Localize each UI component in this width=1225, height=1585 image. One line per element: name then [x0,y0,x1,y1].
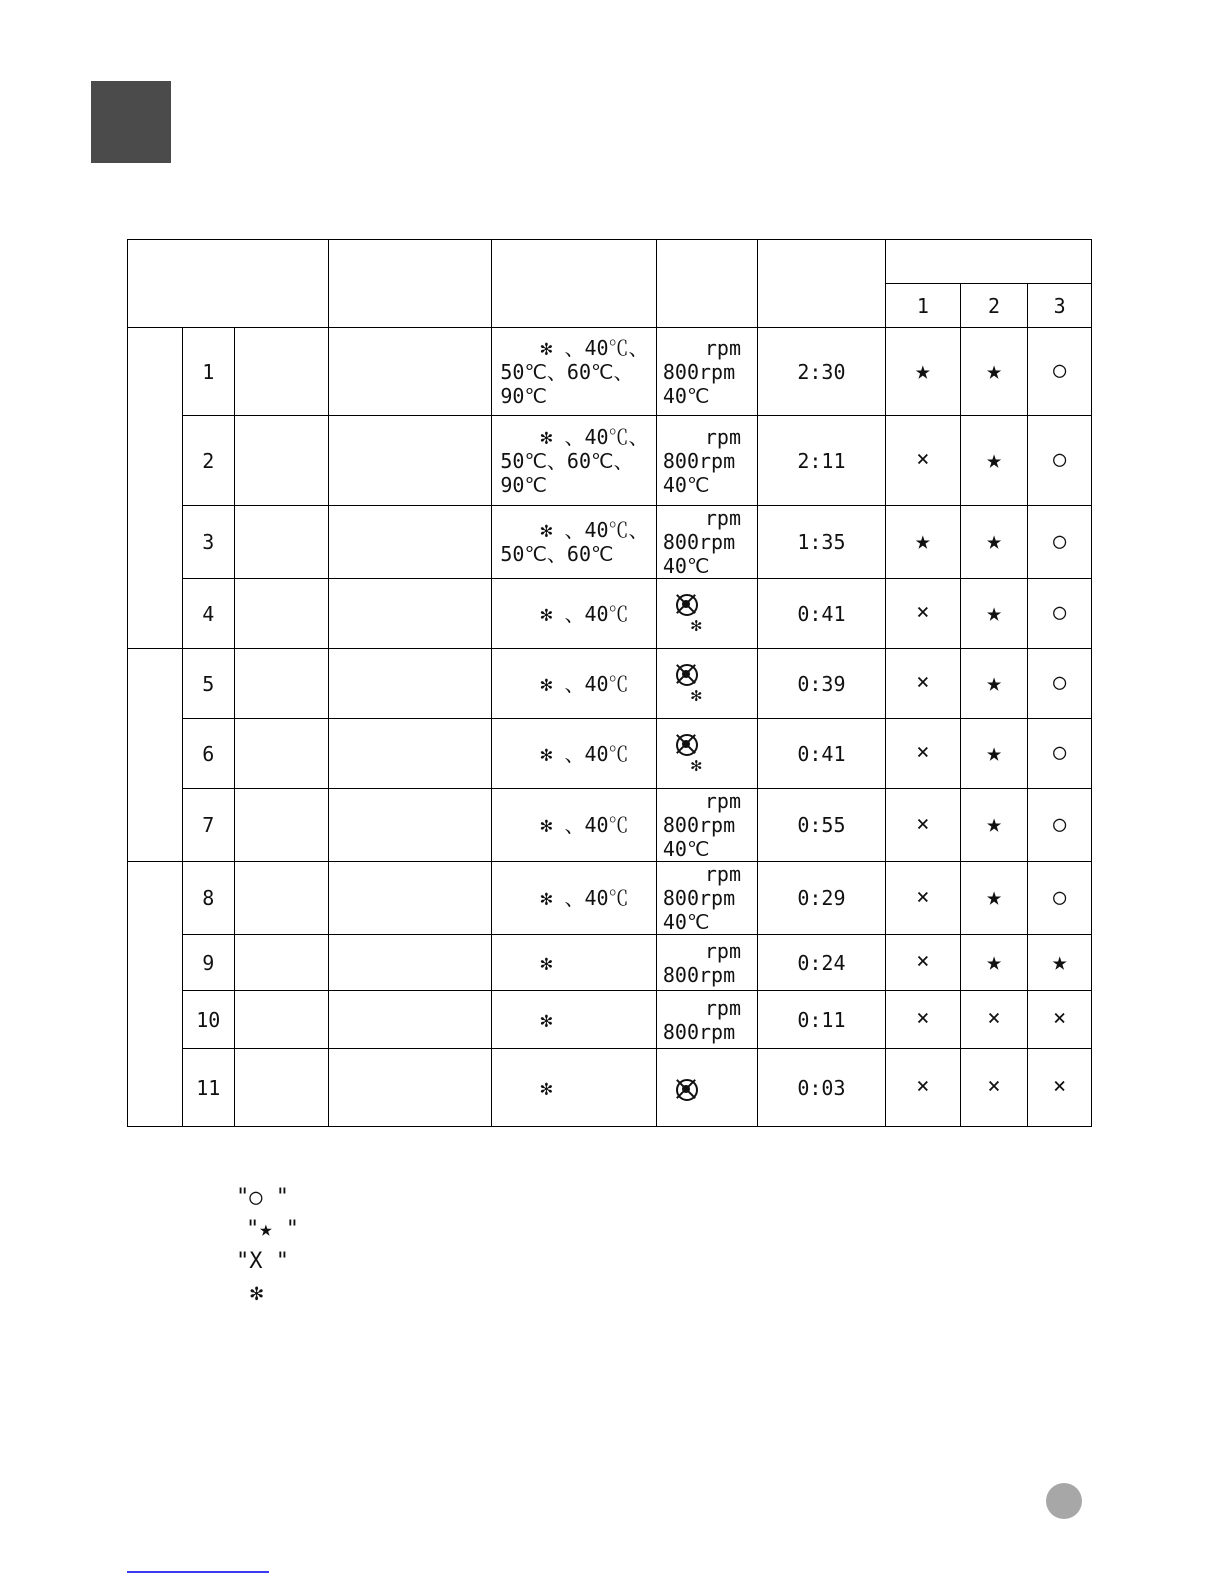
program-name [234,416,328,506]
spin-cell [656,416,757,506]
temp-line: 50℃、60℃、 [500,359,634,384]
time-cell: 1:35 [757,506,885,579]
table-row [128,579,1092,649]
program-number: 6 [182,719,234,789]
program-number: 4 [182,579,234,649]
cross-icon: × [1028,991,1092,1049]
star-icon: ★ [960,506,1028,579]
spin-cell [656,862,757,935]
program-load [328,328,492,416]
temp-line: 50℃、60℃ [500,542,614,566]
temp-line: 90℃ [500,383,547,408]
program-number: 10 [182,991,234,1049]
program-load [328,789,492,862]
program-load [328,649,492,719]
spin-temp: 40℃ [662,383,710,408]
program-name [234,719,328,789]
spin-speed: 800rpm [662,813,736,837]
spin-note: ✻ [690,754,702,776]
star-icon: ★ [886,506,961,579]
program-number: 3 [182,506,234,579]
temp-line: ✻ 、40℃ [540,741,629,766]
temp-line: ✻ 、40℃ [540,671,629,696]
spin-temp: 40℃ [662,472,710,497]
spin-speed: 800rpm [662,962,736,987]
spin-cell [656,579,757,649]
star-icon: ★ [960,416,1028,506]
temperature-cell [492,1049,657,1127]
header-subcol-1: 1 [886,284,961,328]
spin-speed: 800rpm [662,359,736,384]
circle-icon: ○ [1028,579,1092,649]
time-cell: 2:11 [757,416,885,506]
program-name [234,579,328,649]
cross-icon: × [886,649,961,719]
program-load [328,991,492,1049]
temperature-cell [492,991,657,1049]
star-icon: ★ [1028,935,1092,991]
page-number-dot [1046,1483,1082,1519]
program-name [234,649,328,719]
legend-asterisk: ✻ [250,1281,264,1306]
spin-cell [656,719,757,789]
no-spin-icon [675,663,697,685]
program-number: 5 [182,649,234,719]
spin-note: ✻ [690,684,702,706]
group-cell [128,328,183,649]
header-subcol-2: 2 [960,284,1028,328]
temp-line: ✻ 、40℃ [540,886,629,910]
program-name [234,328,328,416]
star-icon: ★ [886,328,961,416]
table-row [128,935,1092,991]
circle-icon: ○ [1028,506,1092,579]
spin-speed: 800rpm [662,886,736,910]
spin-temp: 40℃ [662,910,710,934]
program-load [328,935,492,991]
temperature-cell [492,935,657,991]
no-spin-icon [675,733,697,755]
spin-cell [656,1049,757,1127]
program-name [234,862,328,935]
temp-line: ✻ 、40℃ [540,813,629,837]
temperature-cell [492,506,657,579]
temperature-cell [492,862,657,935]
cross-icon: × [886,935,961,991]
cross-icon: × [886,1049,961,1127]
cross-icon: × [886,862,961,935]
time-cell: 0:03 [757,1049,885,1127]
footer-link-underline[interactable] [127,1571,269,1573]
temp-line: 90℃ [500,472,547,497]
cross-icon: × [886,789,961,862]
cross-icon: × [886,719,961,789]
spin-cell [656,935,757,991]
header-cell-options [886,240,1092,284]
spin-rpm-top: rpm [704,424,742,449]
time-cell: 0:11 [757,991,885,1049]
header-cell-spin [656,240,757,328]
temp-line: 50℃、60℃、 [500,448,634,473]
temperature-cell [492,649,657,719]
table-row [128,1049,1092,1127]
spin-cell [656,506,757,579]
temperature-cell [492,719,657,789]
header-cell-load [328,240,492,328]
spin-rpm-top: rpm [704,995,742,1020]
spin-speed: 800rpm [662,448,736,473]
table-row [128,506,1092,579]
spin-cell [656,789,757,862]
temperature-cell [492,328,657,416]
spin-speed: 800rpm [662,1019,736,1044]
cross-icon: × [886,416,961,506]
star-icon: ★ [960,719,1028,789]
spin-cell [656,649,757,719]
program-load [328,862,492,935]
program-load [328,416,492,506]
time-cell: 0:24 [757,935,885,991]
temperature-cell [492,789,657,862]
cross-icon: × [960,991,1028,1049]
group-cell [128,649,183,862]
program-table [127,239,1092,1127]
temp-line: ✻ 、40℃、 [540,335,649,360]
program-name [234,506,328,579]
program-number: 11 [182,1049,234,1127]
program-number: 2 [182,416,234,506]
temperature-cell [492,579,657,649]
spin-rpm-top: rpm [704,789,742,813]
table-row [128,719,1092,789]
star-icon: ★ [960,579,1028,649]
temperature-cell [492,416,657,506]
table-row [128,991,1092,1049]
legend-cross: "X " [236,1249,289,1274]
spin-rpm-top: rpm [704,335,742,360]
program-load [328,579,492,649]
spin-rpm-top: rpm [704,506,742,530]
spin-note: ✻ [690,614,702,636]
circle-icon: ○ [1028,719,1092,789]
time-cell: 0:41 [757,719,885,789]
program-name [234,1049,328,1127]
program-number: 9 [182,935,234,991]
legend [236,1182,299,1310]
header-cell-temperature [492,240,657,328]
program-load [328,719,492,789]
temp-line: ✻ 、40℃ [540,601,629,626]
no-spin-icon [675,1078,697,1100]
table-row [128,328,1092,416]
program-number: 1 [182,328,234,416]
header-row-top [128,240,1092,284]
time-cell: 0:39 [757,649,885,719]
legend-star: "★ " [246,1217,299,1242]
program-name [234,789,328,862]
star-icon: ★ [960,649,1028,719]
circle-icon: ○ [1028,416,1092,506]
legend-circle: "○ " [236,1185,289,1210]
star-icon: ★ [960,935,1028,991]
cross-icon: × [1028,1049,1092,1127]
program-load [328,506,492,579]
temp-line: ✻ 、40℃、 [540,424,649,449]
table-row [128,649,1092,719]
time-cell: 2:30 [757,328,885,416]
time-cell: 0:55 [757,789,885,862]
spin-cell [656,991,757,1049]
section-marker-block [91,81,171,163]
temp-line: ✻ [540,1007,553,1032]
time-cell: 0:29 [757,862,885,935]
spin-rpm-top: rpm [704,938,742,963]
program-name [234,935,328,991]
circle-icon: ○ [1028,328,1092,416]
temp-line: ✻ [540,950,553,975]
circle-icon: ○ [1028,789,1092,862]
spin-rpm-top: rpm [704,862,742,886]
temp-line: ✻ [540,1075,553,1100]
header-cell-program [128,240,329,328]
cross-icon: × [886,991,961,1049]
header-subcol-3: 3 [1028,284,1092,328]
group-cell [128,862,183,1127]
table-row [128,416,1092,506]
star-icon: ★ [960,862,1028,935]
star-icon: ★ [960,328,1028,416]
star-icon: ★ [960,789,1028,862]
cross-icon: × [886,579,961,649]
table-row [128,789,1092,862]
circle-icon: ○ [1028,649,1092,719]
cross-icon: × [960,1049,1028,1127]
spin-cell [656,328,757,416]
table-row [128,862,1092,935]
no-spin-icon [675,593,697,615]
spin-temp: 40℃ [662,554,710,578]
spin-temp: 40℃ [662,837,710,861]
header-cell-time [757,240,885,328]
temp-line: ✻ 、40℃、 [540,518,649,542]
spin-speed: 800rpm [662,530,736,554]
program-number: 7 [182,789,234,862]
program-number: 8 [182,862,234,935]
time-cell: 0:41 [757,579,885,649]
circle-icon: ○ [1028,862,1092,935]
program-name [234,991,328,1049]
program-load [328,1049,492,1127]
